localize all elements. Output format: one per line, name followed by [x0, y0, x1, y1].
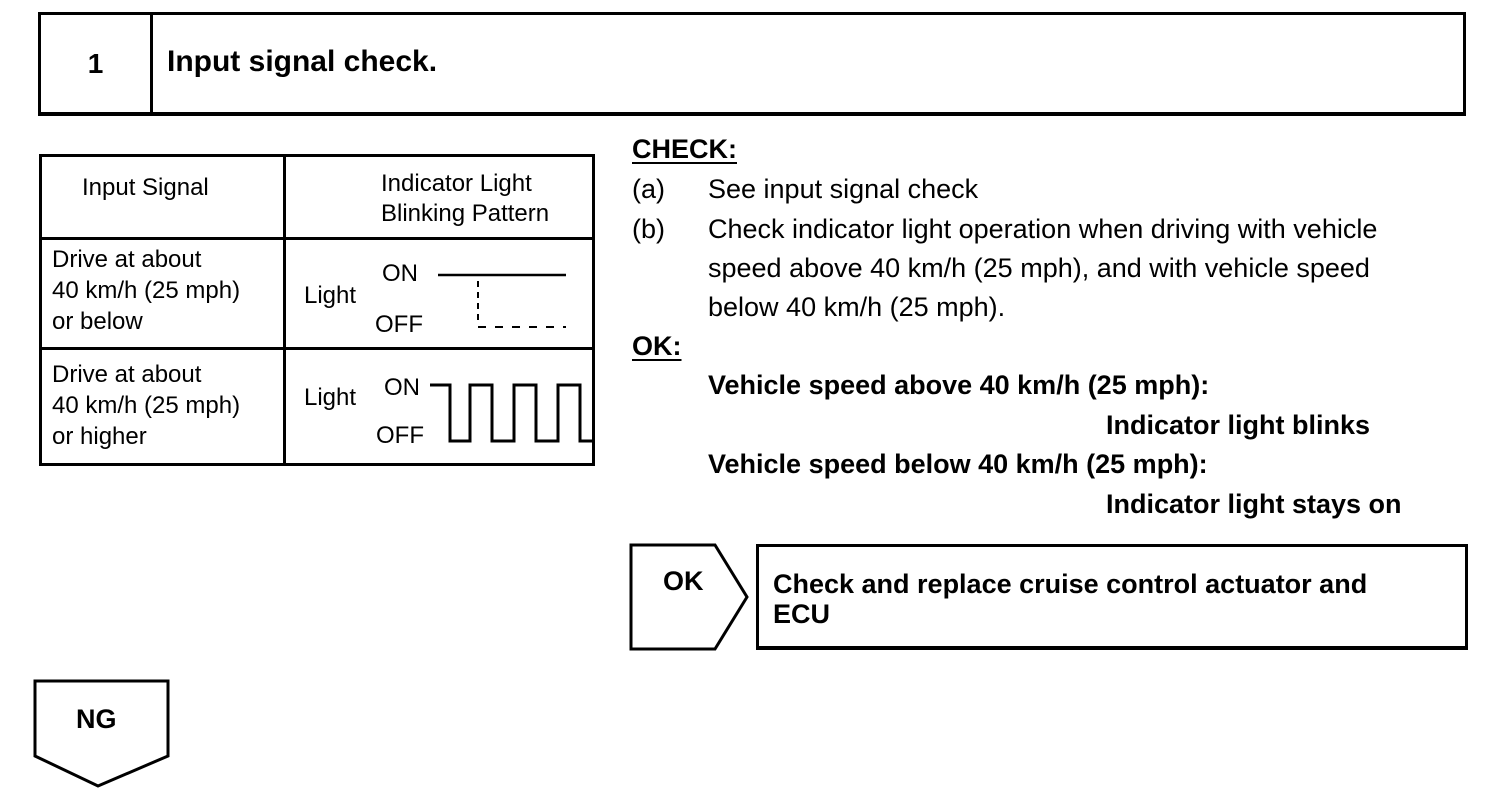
- check-item-a-text: See input signal check: [708, 174, 979, 204]
- ok-heading: OK:: [632, 331, 682, 361]
- row2-blinking-waveform: [430, 373, 594, 447]
- table-column-divider: [283, 157, 286, 463]
- row2-signal-line2: 40 km/h (25 mph): [52, 392, 241, 419]
- table-header-pattern-line1: Indicator Light: [381, 170, 532, 197]
- step-title: Input signal check.: [167, 45, 438, 78]
- check-heading: CHECK:: [632, 134, 737, 164]
- input-signal-table: [39, 154, 595, 466]
- row2-signal-line3: or higher: [52, 423, 147, 450]
- table-row-divider: [42, 237, 592, 240]
- ok-arrow-shape: [629, 543, 753, 651]
- row2-signal-line1: Drive at about: [52, 361, 202, 388]
- ok-arrow-label: OK: [663, 566, 704, 596]
- table-header-pattern-line2: Blinking Pattern: [381, 200, 550, 227]
- row2-on-label: ON: [384, 374, 420, 401]
- row1-light-label: Light: [304, 282, 357, 309]
- ok-line-blinks: Indicator light blinks: [1106, 410, 1371, 440]
- table-row-divider: [42, 347, 592, 350]
- ok-result-text: [773, 569, 1367, 629]
- table-header-input-signal: Input Signal: [82, 174, 209, 201]
- row1-on-label: ON: [382, 260, 418, 287]
- row1-off-label: OFF: [375, 311, 423, 338]
- ok-line-speed-below: Vehicle speed below 40 km/h (25 mph):: [708, 449, 1208, 479]
- row2-light-label: Light: [304, 384, 357, 411]
- row2-off-label: OFF: [376, 422, 424, 449]
- ok-result-line1: Check and replace cruise control actuator and: [773, 569, 1368, 599]
- row1-signal-line3: or below: [52, 308, 143, 335]
- ok-result-line2: ECU: [773, 599, 831, 629]
- row1-signal-line2: 40 km/h (25 mph): [52, 277, 241, 304]
- row1-signal-line1: Drive at about: [52, 246, 202, 273]
- ng-arrow-label: NG: [76, 704, 117, 734]
- ok-line-stays-on: Indicator light stays on: [1106, 489, 1402, 519]
- step-number: 1: [41, 15, 153, 112]
- ok-line-speed-above: Vehicle speed above 40 km/h (25 mph):: [708, 370, 1210, 400]
- check-item-b-line3: below 40 km/h (25 mph).: [708, 292, 1006, 322]
- check-item-a-label: (a): [632, 174, 665, 204]
- check-item-b-line2: speed above 40 km/h (25 mph), and with vehicle speed: [708, 253, 1370, 283]
- row1-steady-on-waveform: [432, 261, 572, 341]
- ok-result-box: [756, 544, 1468, 650]
- check-item-b-line1: Check indicator light operation when driving with vehicle: [708, 214, 1378, 244]
- step-header: [38, 12, 1466, 116]
- check-item-b-label: (b): [632, 214, 665, 244]
